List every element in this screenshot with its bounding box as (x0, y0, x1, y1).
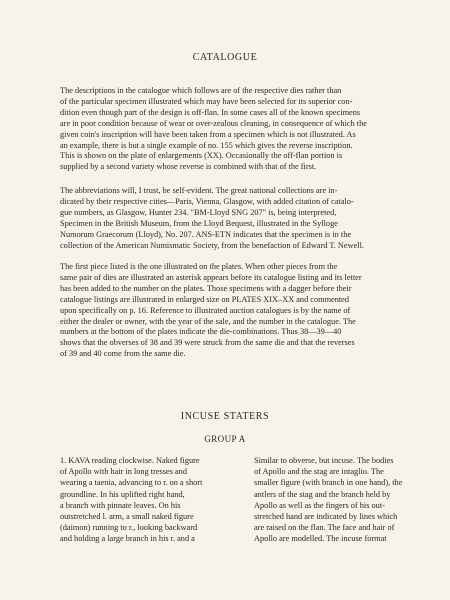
plates-paragraph: The first piece listed is the one illustrated on the plates. When other pieces from the same pair of dies are illustrated an asterisk appears before its catalogue listing and its letter has been added to the number on the plates. Those specimens with a dagger before their catalogue listings are illustrated in enlarged size on PLATES XIX–XX and commented upon specifically on p. 16. Reference to illustrated auction catalogues is by the name of either the dealer or owner, with the year of the sale, and the number in the catalogue. The numbers at the bottom of the plates indicate the die-combinations. Thus 38—39—40 shows that the obverses of 38 and 39 were struck from the same die and that the reverses of 39 and 40 come from the same die. (60, 262, 362, 359)
entry-reverse-text: Similar to obverse, but incuse. The bodies of Apollo and the stag are intaglio. The smaller figure (with branch in one hand), the antlers of the stag and the branch held by Apollo as well as the fingers of his out- stretched hand are indicated by lines which are raised on the flan. The face and hair of Apollo are modelled. The incuse format (254, 456, 403, 544)
page-title: CATALOGUE (192, 52, 258, 63)
entry-obverse-text: 1. KAVA reading clockwise. Naked figure of Apollo with hair in long tresses and wearing a taenia, advancing to r. on a short groundline. In his uplifted right hand, a branch with pinnate leaves. On his outstretched l. arm, a small naked figure (daimon) running to r., looking backward and holding a large branch in his r. and a (60, 456, 203, 544)
section-title: INCUSE STATERS (180, 411, 270, 422)
abbreviations-paragraph: The abbreviations will, I trust, be self-evident. The great national collections are in- dicated by their respective cities—Paris, Vienna, Glasgow, with added citation of catalo- gue numbers, as Glasgow, Hunter 234. "BM-Lloyd SNG 207" is, being interpreted, Specimen in the British Museum, from the Lloyd Bequest, illustrated in the Sylloge Numorum Graecorum (Lloyd), No. 207. ANS-ETN indicates that the specimen is in the collection of the American Numismatic Society, from the benefaction of Edward T. Newell. (60, 186, 364, 250)
group-title: GROUP A (204, 434, 246, 444)
intro-paragraph: The descriptions in the catalogue which follows are of the respective dies rather than of the particular specimen illustrated which may have been selected for its superior con- dition even though part of the design is off-flan. In some cases all of the known specimens are in poor condition because of wear or over-zealous cleaning, in consequence of which the given coin's inscription will have been taken from a specimen which is not illustrated. As an example, there is but a single example of no. 155 which gives the reverse inscription. This is shown on the plate of enlargements (XX). Occasionally the off-flan portion is supplied by a second variety whose reverse is combined with that of the first. (60, 86, 367, 172)
